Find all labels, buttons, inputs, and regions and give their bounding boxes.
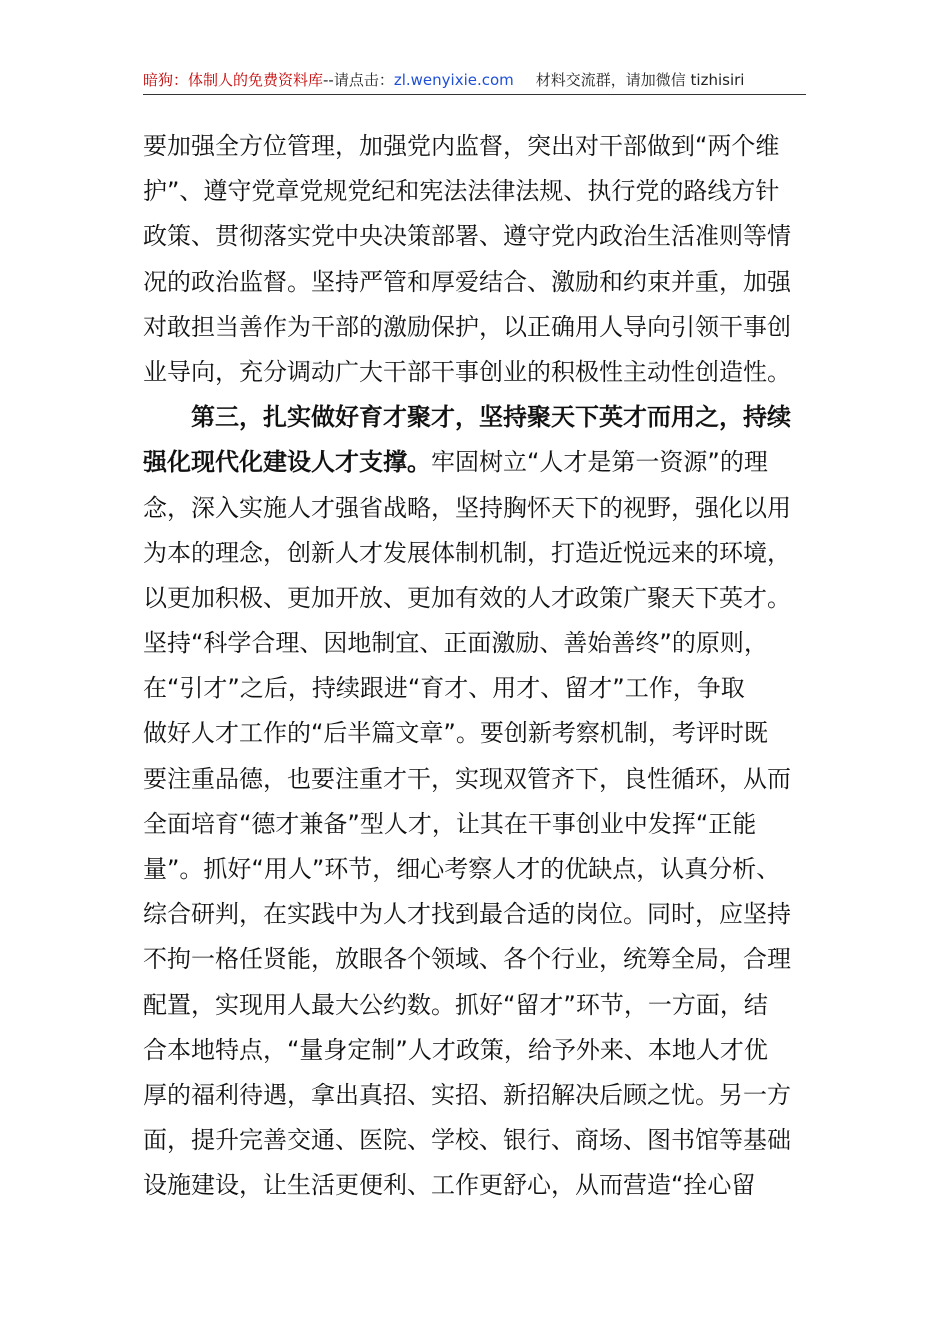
body-line-22: 厚的福利待遇，拿出真招、实招、新招解决后顾之忧。另一方 — [143, 1080, 791, 1109]
body-line-23: 面，提升完善交通、医院、学校、银行、商场、图书馆等基础 — [143, 1126, 791, 1155]
body-line-18: 综合研判，在实践中为人才找到最合适的岗位。同时，应坚持 — [143, 900, 791, 929]
body-line-20: 配置，实现用人最大公约数。抓好“留才”环节，一方面，结 — [143, 990, 768, 1019]
body-line-2: 护”、遵守党章党规党纪和宪法法律法规、执行党的路线方针 — [143, 177, 780, 206]
body-line-14: 做好人才工作的“后半篇文章”。要创新考察机制，考评时既 — [143, 719, 768, 748]
body-line-12: 坚持“科学合理、因地制宜、正面激励、善始善终”的原则， — [143, 629, 768, 658]
body-line-13: 在“引才”之后，持续跟进“育才、用才、留才”工作，争取 — [143, 674, 745, 703]
body-line-16: 全面培育“德才兼备”型人才，让其在干事创业中发挥“正能 — [143, 809, 757, 838]
body-line-24: 设施建设，让生活更便利、工作更舒心，从而营造“拴心留 — [143, 1171, 756, 1200]
body-line-15: 要注重品德，也要注重才干，实现双管齐下，良性循环，从而 — [143, 764, 791, 793]
section-heading-line-1: 第三，扎实做好育才聚才，坚持聚天下英才而用之，持续 — [191, 403, 791, 432]
body-line-9: 念，深入实施人才强省战略，坚持胸怀天下的视野，强化以用 — [143, 493, 791, 522]
section-heading-line-2 — [143, 440, 807, 485]
body-line-5: 对敢担当善作为干部的激励保护，以正确用人导向引领干事创 — [143, 312, 791, 341]
body-line-21: 合本地特点，“量身定制”人才政策，给予外来、本地人才优 — [143, 1035, 768, 1064]
body-line-6: 业导向，充分调动广大干部干事创业的积极性主动性创造性。 — [143, 357, 791, 386]
body-line-4: 况的政治监督。坚持严管和厚爱结合、激励和约束并重，加强 — [143, 267, 791, 296]
document-body — [143, 124, 807, 1209]
body-line-19: 不拘一格任贤能，放眼各个领域、各个行业，统筹全局，合理 — [143, 945, 791, 974]
body-line-1: 要加强全方位管理，加强党内监督，突出对干部做到“两个维 — [143, 132, 780, 160]
body-line-8-rest: 牢固树立“人才是第一资源”的理 — [431, 448, 768, 477]
header-brand: 暗狗：体制人的免费资料库 — [143, 71, 324, 89]
body-line-3: 政策、贯彻落实党中央决策部署、遵守党内政治生活准则等情 — [143, 222, 791, 251]
header-prompt: --请点击： — [323, 71, 394, 89]
body-line-17: 量”。抓好“用人”环节，细心考察人才的优缺点，认真分析、 — [143, 855, 781, 883]
page-header — [143, 70, 806, 95]
header-wechat: 材料交流群，请加微信 tizhisiri — [535, 71, 745, 89]
section-heading-tail: 强化现代化建设人才支撑。 — [143, 448, 431, 477]
body-line-10: 为本的理念，创新人才发展体制机制，打造近悦远来的环境， — [143, 538, 791, 567]
body-line-11: 以更加积极、更加开放、更加有效的人才政策广聚天下英才。 — [143, 583, 791, 612]
header-link[interactable]: zl.wenyixie.com — [393, 71, 514, 89]
